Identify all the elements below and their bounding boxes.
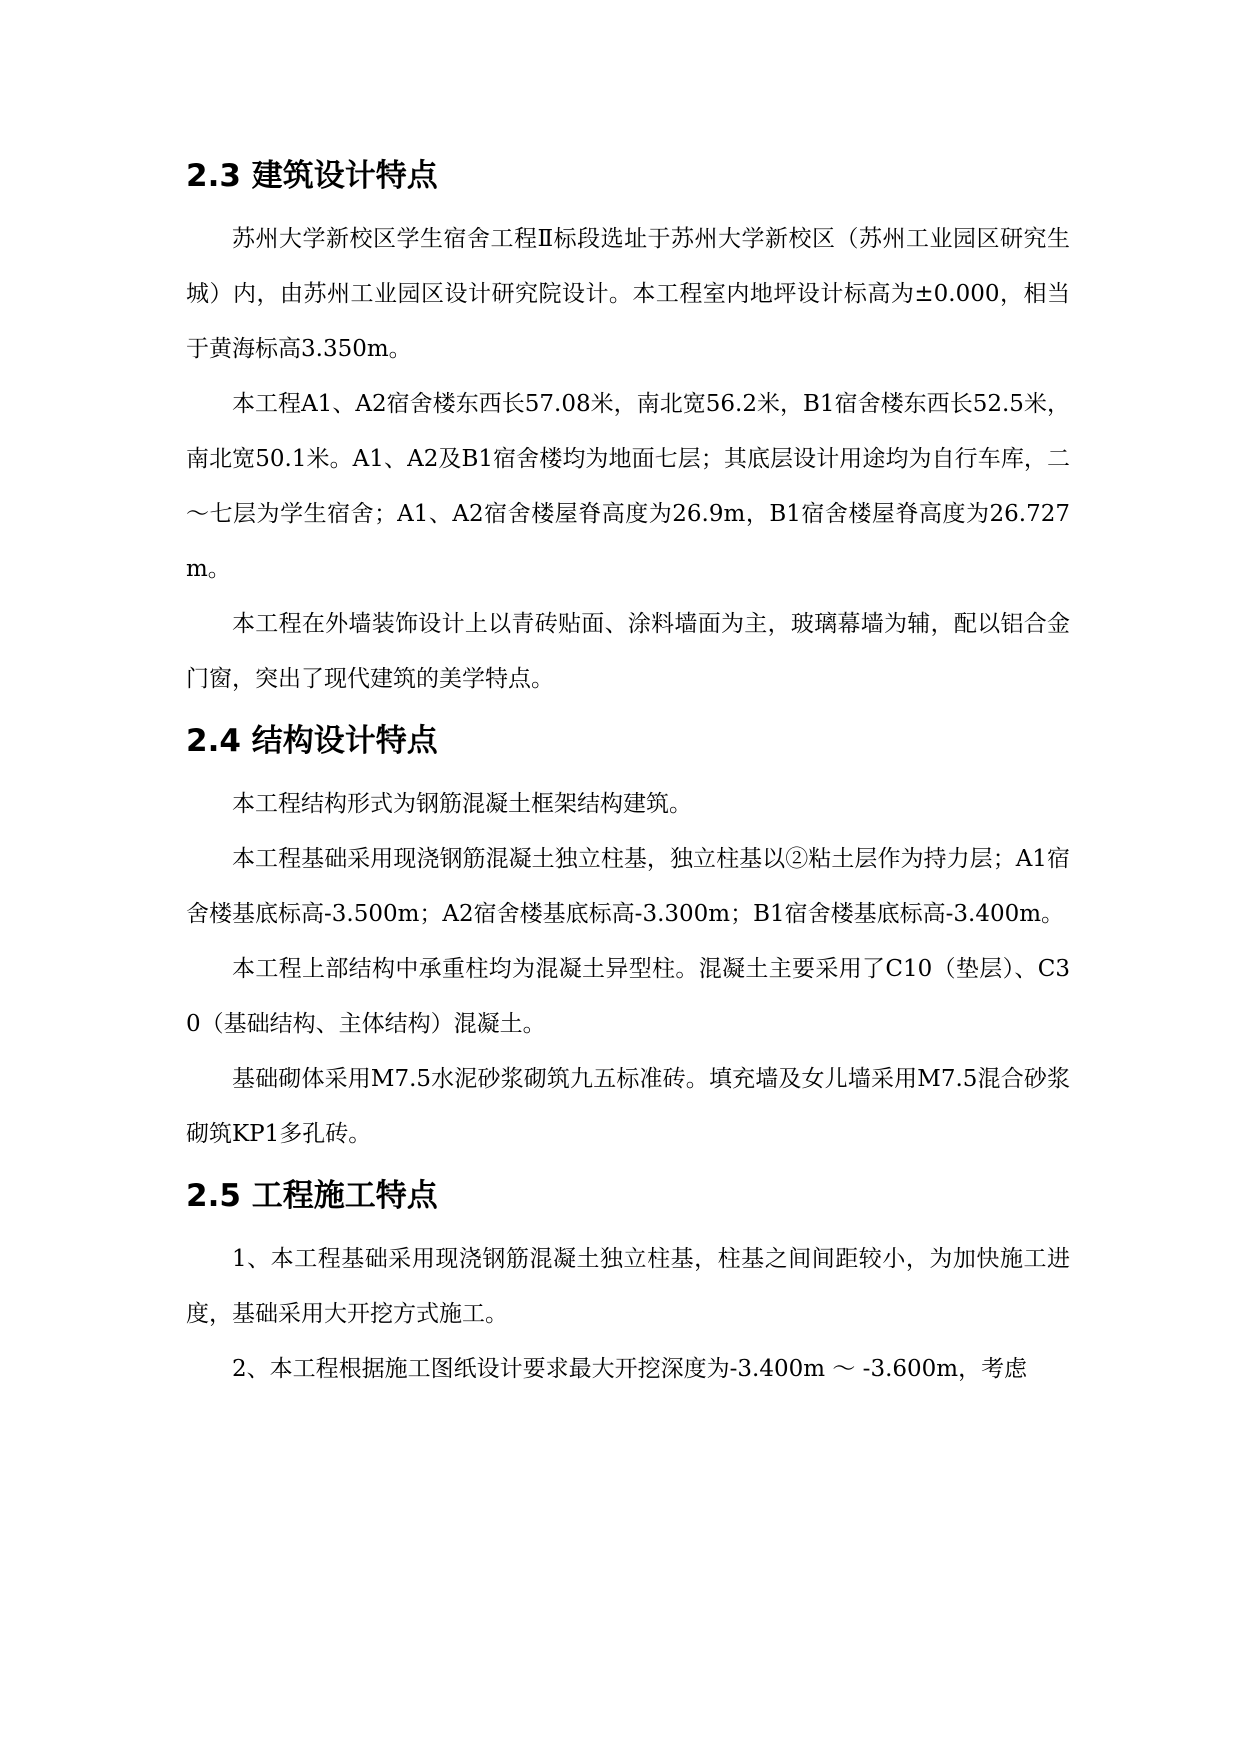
paragraph: 基础砌体采用M7.5水泥砂浆砌筑九五标准砖。填充墙及女儿墙采用M7.5混合砂浆砌筑KP1多孔砖。: [186, 1066, 1070, 1147]
paragraph: 本工程结构形式为钢筋混凝土框架结构建筑。: [232, 791, 692, 817]
paragraph: 本工程A1、A2宿舍楼东西长57.08米，南北宽56.2米，B1宿舍楼东西长52.5米，南北宽50.1米。A1、A2及B1宿舍楼均为地面七层；其底层设计用途均为自行车库，二～七层为学生宿舍；A1、A2宿舍楼屋脊高度为26.9m，B1宿舍楼屋脊高度为26.727m。: [186, 391, 1070, 582]
paragraph: 本工程基础采用现浇钢筋混凝土独立柱基，独立柱基以②粘土层作为持力层；A1宿舍楼基底标高-3.500m；A2宿舍楼基底标高-3.300m；B1宿舍楼基底标高-3.400m。: [186, 846, 1070, 927]
section-heading-2-4: 2.4 结构设计特点: [186, 723, 438, 759]
paragraph: 1、本工程基础采用现浇钢筋混凝土独立柱基，柱基之间间距较小，为加快施工进度，基础采用大开挖方式施工。: [186, 1246, 1070, 1327]
document-body: [186, 156, 1070, 1397]
paragraph: 本工程在外墙装饰设计上以青砖贴面、涂料墙面为主，玻璃幕墙为辅，配以铝合金门窗，突出了现代建筑的美学特点。: [186, 611, 1070, 692]
section-heading-2-3: 2.3 建筑设计特点: [186, 158, 438, 194]
section-heading-2-5: 2.5 工程施工特点: [186, 1178, 438, 1214]
paragraph: 苏州大学新校区学生宿舍工程Ⅱ标段选址于苏州大学新校区（苏州工业园区研究生城）内，由苏州工业园区设计研究院设计。本工程室内地坪设计标高为±0.000，相当于黄海标高3.350m。: [186, 226, 1070, 362]
paragraph: 2、本工程根据施工图纸设计要求最大开挖深度为-3.400m ～ -3.600m，考虑: [232, 1356, 1028, 1382]
paragraph: 本工程上部结构中承重柱均为混凝土异型柱。混凝土主要采用了C10（垫层）、C30（基础结构、主体结构）混凝土。: [186, 956, 1070, 1037]
